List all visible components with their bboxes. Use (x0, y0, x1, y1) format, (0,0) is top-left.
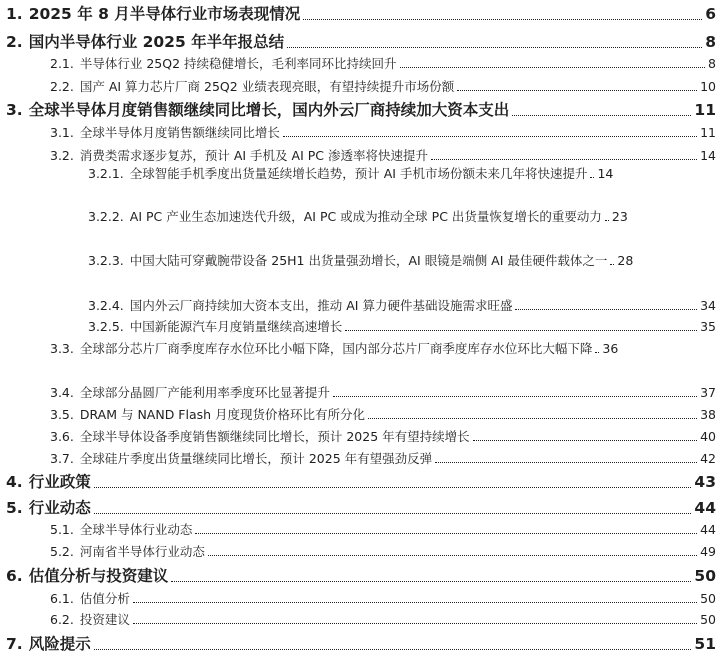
toc-link-3-2-4[interactable] (88, 297, 716, 314)
toc-page-number: 50 (700, 591, 716, 606)
toc-entry-5[interactable] (6, 498, 716, 518)
toc-number: 2.1. (50, 56, 74, 71)
toc-page-number: 43 (694, 473, 716, 491)
toc-title: AI PC 产业生态加速迭代升级，AI PC 或成为推动全球 PC 出货量恢复增长的重要 (129, 209, 577, 224)
toc-number: 3.6. (50, 429, 74, 444)
toc-link-6-1[interactable] (50, 590, 716, 607)
toc-number: 3.2.1. (88, 166, 124, 181)
toc-title: 行业动态 (28, 499, 91, 517)
toc-link-2[interactable] (6, 32, 716, 52)
toc-title-continuation: 动力 (576, 209, 602, 224)
toc-title-continuation: 幅下降 (554, 341, 593, 356)
toc-number: 3. (6, 101, 23, 119)
toc-title: 全球半导体月度销售额继续同比增长 (79, 125, 280, 140)
toc-number: 3.3. (50, 341, 74, 356)
toc-page-number: 38 (700, 407, 716, 422)
toc-number: 3.2. (50, 148, 74, 163)
toc-number: 6. (6, 567, 23, 585)
toc-link-1[interactable] (6, 4, 716, 24)
toc-page-number: 49 (700, 544, 716, 559)
toc-page-number: 42 (700, 451, 716, 466)
dot-leader (473, 440, 697, 441)
toc-entry-6-2[interactable] (50, 611, 716, 628)
toc-link-2-2[interactable] (50, 78, 716, 95)
toc-entry-3-5[interactable] (50, 406, 716, 423)
toc-page-number: 44 (700, 522, 716, 537)
toc-title-continuation: 升 (574, 166, 588, 181)
toc-page-number: 11 (700, 125, 716, 140)
toc-page-number: 11 (694, 101, 716, 119)
toc-link-3-5[interactable] (50, 406, 716, 423)
toc-number: 3.1. (50, 125, 74, 140)
toc-link-3-6[interactable] (50, 428, 716, 445)
toc-entry-6-1[interactable] (50, 590, 716, 607)
toc-title: 行业政策 (28, 473, 91, 491)
toc-number: 3.5. (50, 407, 74, 422)
toc-number: 3.2.2. (88, 209, 124, 224)
toc-number: 3.2.5. (88, 319, 124, 334)
dot-leader (512, 115, 691, 116)
toc-number: 6.2. (50, 612, 74, 627)
dot-leader (283, 136, 697, 137)
dot-leader (287, 47, 702, 48)
toc-link-3-2[interactable] (50, 147, 716, 164)
toc-page-number: 8 (705, 33, 716, 51)
toc-page-number: 6 (705, 5, 716, 23)
toc-number: 3.2.3. (88, 253, 124, 268)
toc-page-number: 50 (700, 612, 716, 627)
dot-leader (610, 264, 614, 265)
toc-title: 投资建议 (79, 612, 130, 627)
toc-page-number: 23 (611, 209, 628, 224)
toc-title: 风险提示 (28, 635, 91, 653)
toc-number: 7. (6, 635, 23, 653)
toc-number: 1. (6, 5, 23, 23)
toc-title-continuation: 之一 (582, 253, 608, 268)
toc-number: 5.2. (50, 544, 74, 559)
toc-entry-6[interactable] (6, 566, 716, 586)
toc-link-3-1[interactable] (50, 124, 716, 141)
toc-entry-2[interactable] (6, 32, 716, 52)
toc-page-number: 10 (700, 79, 716, 94)
toc-title: 半导体行业 25Q2 持续稳健增长，毛利率同环比持续回升 (79, 56, 397, 71)
toc-page-number: 36 (602, 341, 619, 356)
dot-leader (595, 352, 599, 353)
toc-title: 全球半导体行业动态 (79, 522, 193, 537)
toc-entry-3-4[interactable] (50, 384, 716, 401)
dot-leader (345, 330, 697, 331)
toc-title: 全球部分晶圆厂产能利用率季度环比显著提升 (79, 385, 330, 400)
toc-entry-3-7[interactable] (50, 450, 716, 467)
toc-title: 估值分析 (79, 591, 130, 606)
toc-entry-1[interactable] (6, 4, 716, 24)
dot-leader (515, 309, 697, 310)
toc-link-2-1[interactable] (50, 55, 716, 72)
dot-leader (133, 602, 697, 603)
toc-link-3-2-1[interactable] (88, 165, 716, 182)
toc-title: 全球半导体月度销售额继续同比增长，国内外云厂商持续加大资本支出 (28, 101, 510, 119)
dot-leader (605, 220, 609, 221)
toc-entry-3[interactable] (6, 100, 716, 120)
toc-entry-3-2[interactable] (50, 147, 716, 164)
toc-number: 3.4. (50, 385, 74, 400)
toc-page-number: 37 (700, 385, 716, 400)
toc-title: 全球部分芯片厂商季度库存水位环比小幅下降，国内部分芯片厂商季度库存水位环比大 (79, 341, 555, 356)
toc-entry-3-3[interactable] (50, 340, 716, 357)
toc-page-number: 14 (700, 148, 716, 163)
toc-link-3-7[interactable] (50, 450, 716, 467)
toc-number: 2.2. (50, 79, 74, 94)
toc-number: 6.1. (50, 591, 74, 606)
toc-title: 全球硅片季度出货量继续同比增长，预计 2025 年有望强劲反弹 (79, 451, 433, 466)
toc-page-number: 35 (700, 319, 716, 334)
toc-title: 全球半导体设备季度销售额继续同比增长，预计 2025 年有望持续增长 (79, 429, 470, 444)
toc-title: 河南省半导体行业动态 (79, 544, 205, 559)
toc-title: 国内半导体行业 2025 年半年报总结 (28, 33, 285, 51)
toc-link-4[interactable] (6, 472, 716, 492)
dot-leader (208, 555, 697, 556)
toc-link-3-2-5[interactable] (88, 318, 716, 335)
toc-page-number: 28 (617, 253, 634, 268)
toc-entry-3-2-2[interactable] (88, 208, 716, 225)
dot-leader (435, 462, 697, 463)
toc-entry-3-2-1[interactable] (88, 165, 716, 182)
dot-leader (133, 623, 697, 624)
toc-link-3-2-3[interactable] (88, 252, 716, 269)
dot-leader (94, 649, 692, 650)
toc-entry-3-2-5[interactable] (88, 318, 716, 335)
toc-entry-7[interactable] (6, 634, 716, 654)
toc-page-number: 14 (597, 166, 614, 181)
toc-link-3-4[interactable] (50, 384, 716, 401)
toc-title: 中国新能源汽车月度销量继续高速增长 (129, 319, 343, 334)
toc-entry-3-1[interactable] (50, 124, 716, 141)
toc-entry-3-6[interactable] (50, 428, 716, 445)
toc-link-3[interactable] (6, 100, 716, 120)
toc-number: 3.2.4. (88, 298, 124, 313)
dot-leader (400, 67, 706, 68)
toc-link-6-2[interactable] (50, 611, 716, 628)
toc-link-3-3[interactable] (50, 340, 716, 357)
toc-title: DRAM 与 NAND Flash 月度现货价格环比有所分化 (79, 407, 366, 422)
dot-leader (94, 487, 692, 488)
toc-page-number: 50 (694, 567, 716, 585)
dot-leader (590, 177, 594, 178)
toc-entry-5-1[interactable] (50, 521, 716, 538)
dot-leader (457, 90, 697, 91)
toc-number: 5.1. (50, 522, 74, 537)
toc-entry-4[interactable] (6, 472, 716, 492)
dot-leader (303, 19, 702, 20)
toc-entry-2-2[interactable] (50, 78, 716, 95)
toc-number: 5. (6, 499, 23, 517)
dot-leader (368, 418, 697, 419)
toc-link-6[interactable] (6, 566, 716, 586)
toc-page-number: 34 (700, 298, 716, 313)
toc-title: 国内外云厂商持续加大资本支出，推动 AI 算力硬件基础设施需求旺盛 (129, 298, 513, 313)
toc-page-number: 8 (708, 56, 716, 71)
toc-link-5-1[interactable] (50, 521, 716, 538)
toc-link-3-2-2[interactable] (88, 208, 716, 225)
toc-title: 中国大陆可穿戴腕带设备 25H1 出货量强劲增长，AI 眼镜是端侧 AI 最佳硬件载体 (129, 253, 583, 268)
toc-title: 2025 年 8 月半导体行业市场表现情况 (28, 5, 301, 23)
toc-page-number: 44 (694, 499, 716, 517)
toc-title: 消费类需求逐步复苏，预计 AI 手机及 AI PC 渗透率将快速提升 (79, 148, 428, 163)
toc-link-5-2[interactable] (50, 543, 716, 560)
toc-entry-3-2-4[interactable] (88, 297, 716, 314)
toc-entry-2-1[interactable] (50, 55, 716, 72)
toc-title: 估值分析与投资建议 (28, 567, 169, 585)
toc-link-7[interactable] (6, 634, 716, 654)
dot-leader (94, 513, 692, 514)
toc-title: 全球智能手机季度出货量延续增长趋势，预计 AI 手机市场份额未来几年将快速提 (129, 166, 575, 181)
toc-title: 国产 AI 算力芯片厂商 25Q2 业绩表现亮眼，有望持续提升市场份额 (79, 79, 455, 94)
dot-leader (171, 581, 691, 582)
toc-entry-5-2[interactable] (50, 543, 716, 560)
toc-number: 4. (6, 473, 23, 491)
dot-leader (333, 396, 697, 397)
toc-number: 2. (6, 33, 23, 51)
dot-leader (431, 159, 697, 160)
dot-leader (195, 533, 697, 534)
toc-link-5[interactable] (6, 498, 716, 518)
toc-page-number: 40 (700, 429, 716, 444)
toc-entry-3-2-3[interactable] (88, 252, 716, 269)
toc-number: 3.7. (50, 451, 74, 466)
toc-page-number: 51 (694, 635, 716, 653)
